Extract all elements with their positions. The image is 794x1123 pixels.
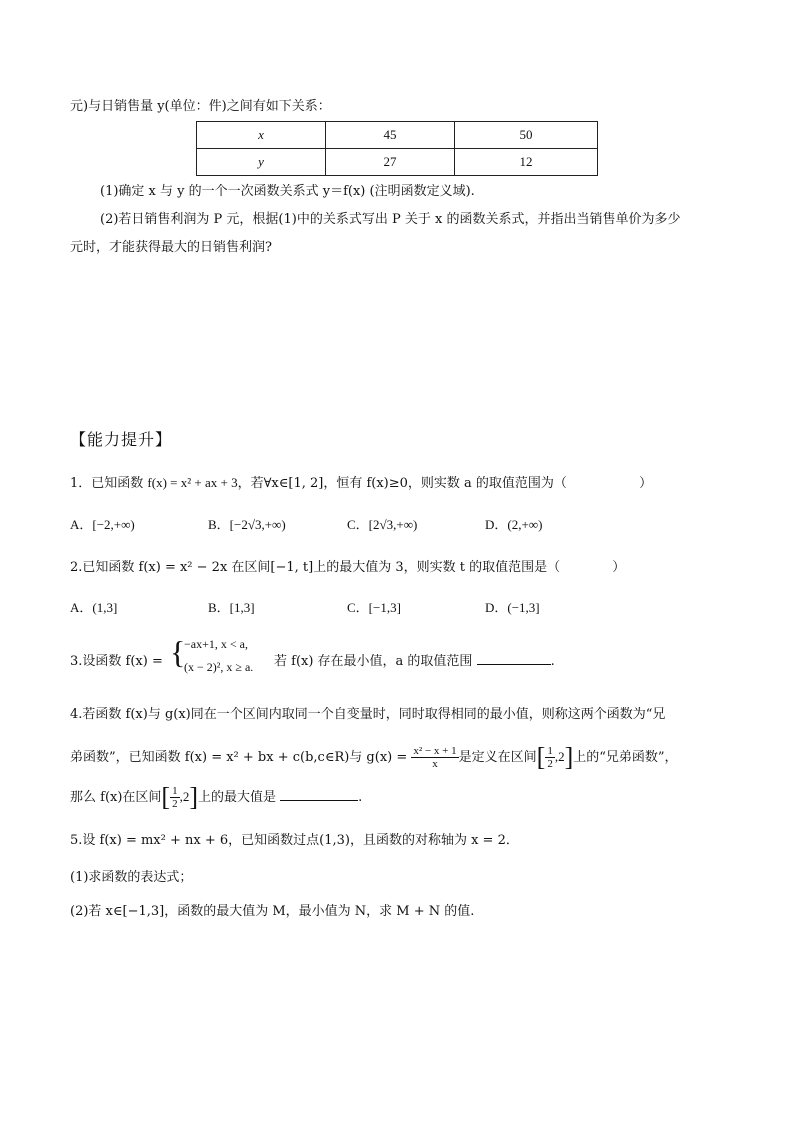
q5-part2: (2)若 x∈[−1,3]，函数的最大值为 M，最小值为 N，求 M + N 的值. xyxy=(70,904,475,919)
table-cell: 50 xyxy=(455,122,598,149)
bracket-open-icon: [ xyxy=(161,782,171,812)
q4-line1: 4.若函数 f(x)与 g(x)同在一个区间内取同一个自变量时，同时取得相同的最小值，则称这两个函数为“兄 xyxy=(70,707,666,722)
q1-option-b: B．[−2√3,+∞) xyxy=(208,517,286,532)
q2-option-c: C．[−1,3] xyxy=(347,600,401,615)
q2-option-d: D．(−1,3] xyxy=(485,600,540,615)
interval-fraction xyxy=(545,745,555,770)
q3-suffix: 若 f(x) 存在最小值，a 的取值范围 xyxy=(274,654,473,669)
q1-stem-c: ） xyxy=(639,476,653,491)
q1-stem xyxy=(70,472,652,491)
intro-line: 元)与日销售量 y(单位：件)之间有如下关系： xyxy=(70,99,331,114)
q2-stem-text: 2.已知函数 f(x) = x² − 2x 在区间[−1, t]上的最大值为 3，则实数 t 的取值范围是（ xyxy=(70,560,561,575)
q2-stem-c: ） xyxy=(612,560,626,575)
q1-stem-a: 1．已知函数 xyxy=(70,476,144,491)
q3-case1: −ax+1, x < a, xyxy=(184,637,248,651)
q5-part1: (1)求函数的表达式； xyxy=(70,870,193,885)
q3-suffix-wrap xyxy=(274,650,555,669)
interval-num: 1 xyxy=(547,745,553,757)
bracket-close-icon: ] xyxy=(189,782,199,812)
q1-option-c: C．[2√3,+∞) xyxy=(347,517,418,532)
q2-stem xyxy=(70,556,625,575)
answer-blank[interactable] xyxy=(280,786,358,801)
brace-icon: { xyxy=(170,634,186,670)
interval-end: ,2 xyxy=(554,749,565,764)
q3-prefix: 3.设函数 f(x) = xyxy=(70,654,163,669)
table-cell: 12 xyxy=(455,149,598,176)
g-fraction xyxy=(411,745,458,770)
q4-line3c: . xyxy=(358,790,363,805)
interval-den: 2 xyxy=(547,758,553,770)
q4-line2 xyxy=(70,742,678,772)
table-cell: 45 xyxy=(326,122,455,149)
q2-option-a: A．(1,3] xyxy=(70,600,118,615)
bracket-close-icon: ] xyxy=(564,742,574,772)
interval-den: 2 xyxy=(172,798,178,810)
g-denominator: x xyxy=(432,758,438,770)
q1-stem-b: ，若∀x∈[1, 2]，恒有 f(x)≥0，则实数 a 的取值范围为（ xyxy=(237,476,567,491)
bracket-open-icon: [ xyxy=(536,742,546,772)
q1-func: f(x) = x² + ax + 3 xyxy=(147,475,238,490)
part2-line1: (2)若日销售利润为 P 元，根据(1)中的关系式写出 P 关于 x 的函数关系式，并指出当销售单价为多少 xyxy=(100,212,681,227)
table-cell: x xyxy=(197,122,326,149)
table-cell: 27 xyxy=(326,149,455,176)
q3-case2: (x − 2)², x ≥ a. xyxy=(184,660,254,674)
answer-blank[interactable] xyxy=(477,650,551,665)
q2-option-b: B．[1,3] xyxy=(208,600,255,615)
data-table xyxy=(196,121,598,176)
g-numerator: x² − x + 1 xyxy=(413,745,457,757)
table-cell: y xyxy=(197,149,326,176)
q4-line2a: 弟函数”，已知函数 f(x) = x² + bx + c(b,c∈R)与 g(x) = xyxy=(70,750,408,765)
interval-end: ,2 xyxy=(179,789,190,804)
table-row xyxy=(197,149,598,176)
q1-option-d: D．(2,+∞) xyxy=(485,517,543,532)
q4-line2b: 是定义在区间 xyxy=(458,750,537,765)
part1-text: (1)确定 x 与 y 的一个一次函数关系式 y＝f(x) (注明函数定义域). xyxy=(100,184,475,199)
q4-line3a: 那么 f(x)在区间 xyxy=(70,790,162,805)
q5-line1: 5.设 f(x) = mx² + nx + 6，已知函数过点(1,3)，且函数的对称轴为 x = 2． xyxy=(70,833,519,848)
q4-line3 xyxy=(70,782,362,812)
section-title: 【能力提升】 xyxy=(70,430,173,449)
q1-option-a: A．[−2,+∞) xyxy=(70,517,135,532)
q3-end: . xyxy=(550,654,555,669)
table-row xyxy=(197,122,598,149)
q4-line3b: 上的最大值是 xyxy=(198,790,277,805)
part2-line2: 元时，才能获得最大的日销售利润? xyxy=(70,240,272,255)
interval-fraction xyxy=(170,785,180,810)
q4-line2c: 上的“兄弟函数”， xyxy=(573,750,678,765)
interval-num: 1 xyxy=(172,785,178,797)
